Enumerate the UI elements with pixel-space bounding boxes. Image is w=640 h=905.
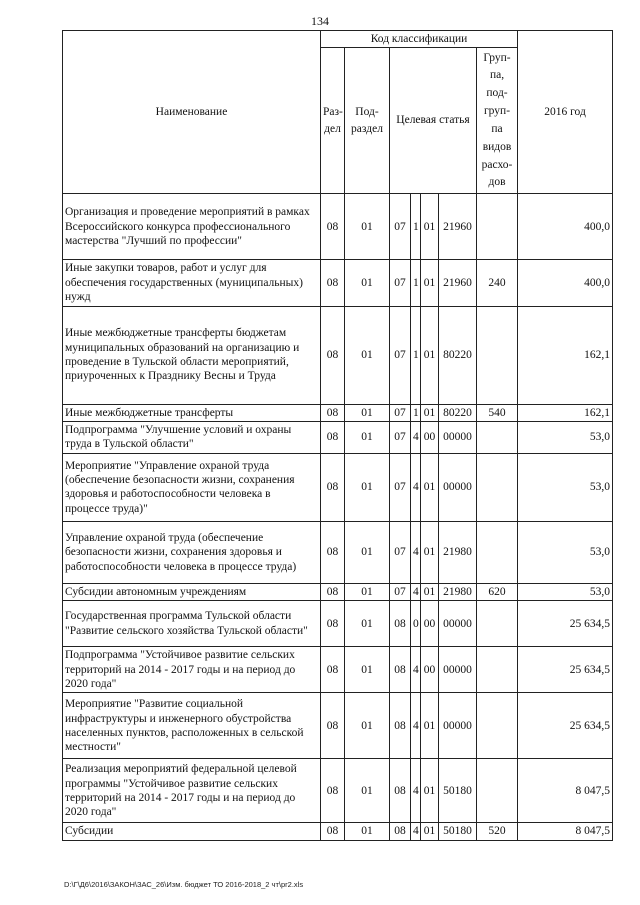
table-row (63, 583, 613, 600)
cell-target-subprogram: 4 (411, 583, 421, 600)
cell-group: 240 (477, 260, 518, 306)
cell-razdel: 08 (321, 601, 345, 647)
row-name: Организация и проведение мероприятий в рамках Всероссийского конкурса профессионального мастерства "Лучший по профессии" (63, 194, 321, 260)
cell-razdel: 08 (321, 194, 345, 260)
cell-target-program: 08 (390, 693, 411, 759)
row-name: Государственная программа Тульской области "Развитие сельского хозяйства Тульской области" (63, 601, 321, 647)
cell-target-program: 07 (390, 194, 411, 260)
cell-group (477, 647, 518, 693)
cell-amount: 53,0 (518, 583, 613, 600)
cell-target-measure: 01 (421, 404, 439, 421)
cell-podrazdel: 01 (345, 194, 390, 260)
cell-target-subprogram: 4 (411, 453, 421, 521)
row-name: Субсидии (63, 823, 321, 840)
page-number: 134 (311, 14, 329, 28)
cell-target-direction: 00000 (439, 453, 477, 521)
table-row (63, 453, 613, 521)
cell-target-subprogram: 1 (411, 194, 421, 260)
cell-target-program: 07 (390, 404, 411, 421)
cell-target-subprogram: 1 (411, 260, 421, 306)
cell-group (477, 601, 518, 647)
cell-target-subprogram: 4 (411, 693, 421, 759)
table-row (63, 260, 613, 306)
cell-razdel: 08 (321, 453, 345, 521)
row-name: Мероприятие "Развитие социальной инфраструктуры и инженерного обустройства населенных пунктов, расположенных в сельской местности" (63, 693, 321, 759)
header-podrazdel: Под- раздел (345, 48, 390, 194)
cell-target-program: 08 (390, 601, 411, 647)
cell-group (477, 521, 518, 583)
cell-podrazdel: 01 (345, 601, 390, 647)
cell-razdel: 08 (321, 404, 345, 421)
table-row (63, 647, 613, 693)
table-row (63, 601, 613, 647)
cell-podrazdel: 01 (345, 260, 390, 306)
file-path-footer: D:\Г\Д6\2016\ЗАКОН\ЗАС_26\Изм. бюджет ТО 2016-2018_2 чт\pr2.xls (64, 880, 304, 889)
cell-target-subprogram: 4 (411, 421, 421, 453)
cell-razdel: 08 (321, 421, 345, 453)
cell-target-subprogram: 4 (411, 823, 421, 840)
header-year: 2016 год (518, 31, 613, 194)
cell-razdel: 08 (321, 823, 345, 840)
cell-group: 620 (477, 583, 518, 600)
cell-target-direction: 21980 (439, 521, 477, 583)
cell-target-direction: 50180 (439, 823, 477, 840)
cell-razdel: 08 (321, 306, 345, 404)
cell-group (477, 306, 518, 404)
cell-podrazdel: 01 (345, 647, 390, 693)
cell-target-measure: 01 (421, 693, 439, 759)
table-body (63, 194, 613, 840)
cell-target-direction: 21960 (439, 260, 477, 306)
cell-target-program: 07 (390, 583, 411, 600)
cell-podrazdel: 01 (345, 693, 390, 759)
cell-target-measure: 01 (421, 759, 439, 823)
cell-target-direction: 00000 (439, 693, 477, 759)
cell-target-program: 08 (390, 647, 411, 693)
cell-target-measure: 00 (421, 647, 439, 693)
cell-target-program: 07 (390, 453, 411, 521)
cell-amount: 8 047,5 (518, 759, 613, 823)
cell-target-measure: 00 (421, 421, 439, 453)
cell-group: 540 (477, 404, 518, 421)
header-target: Целевая статья (390, 48, 477, 194)
row-name: Мероприятие "Управление охраной труда (обеспечение безопасности жизни, сохранения здоровья и работоспособности человека в процессе труда)" (63, 453, 321, 521)
table-row (63, 693, 613, 759)
cell-target-subprogram: 0 (411, 601, 421, 647)
cell-target-direction: 50180 (439, 759, 477, 823)
cell-target-direction: 00000 (439, 421, 477, 453)
cell-target-measure: 01 (421, 823, 439, 840)
table-row (63, 194, 613, 260)
cell-target-program: 07 (390, 260, 411, 306)
table-row (63, 823, 613, 840)
cell-razdel: 08 (321, 647, 345, 693)
cell-target-measure: 01 (421, 583, 439, 600)
table-row (63, 759, 613, 823)
row-name: Субсидии автономным учреждениям (63, 583, 321, 600)
cell-group (477, 759, 518, 823)
cell-razdel: 08 (321, 759, 345, 823)
cell-target-subprogram: 4 (411, 647, 421, 693)
cell-group (477, 693, 518, 759)
table-row (63, 521, 613, 583)
cell-amount: 53,0 (518, 453, 613, 521)
header-group: Груп- па, под- груп- па видов расхо- дов (477, 48, 518, 194)
cell-amount: 25 634,5 (518, 693, 613, 759)
cell-amount: 25 634,5 (518, 601, 613, 647)
cell-target-measure: 00 (421, 601, 439, 647)
cell-target-subprogram: 1 (411, 404, 421, 421)
cell-target-measure: 01 (421, 306, 439, 404)
cell-target-program: 07 (390, 306, 411, 404)
cell-target-subprogram: 1 (411, 306, 421, 404)
cell-group: 520 (477, 823, 518, 840)
row-name: Подпрограмма "Улучшение условий и охраны труда в Тульской области" (63, 421, 321, 453)
cell-amount: 400,0 (518, 260, 613, 306)
table-row (63, 404, 613, 421)
cell-razdel: 08 (321, 521, 345, 583)
cell-razdel: 08 (321, 583, 345, 600)
cell-target-direction: 21960 (439, 194, 477, 260)
cell-target-program: 07 (390, 521, 411, 583)
cell-amount: 400,0 (518, 194, 613, 260)
cell-target-measure: 01 (421, 453, 439, 521)
cell-podrazdel: 01 (345, 759, 390, 823)
cell-podrazdel: 01 (345, 583, 390, 600)
table-row (63, 421, 613, 453)
cell-target-measure: 01 (421, 260, 439, 306)
cell-razdel: 08 (321, 260, 345, 306)
cell-target-direction: 80220 (439, 404, 477, 421)
cell-amount: 162,1 (518, 306, 613, 404)
cell-amount: 53,0 (518, 521, 613, 583)
header-razdel: Раз- дел (321, 48, 345, 194)
cell-amount: 53,0 (518, 421, 613, 453)
row-name: Иные межбюджетные трансферты бюджетам муниципальных образований на организацию и проведение в Тульской области мероприятий, приуроченных к Празднику Весны и Труда (63, 306, 321, 404)
row-name: Реализация мероприятий федеральной целевой программы "Устойчивое развитие сельских территорий на 2014 - 2017 годы и на период до 2020 года" (63, 759, 321, 823)
cell-group (477, 453, 518, 521)
cell-amount: 25 634,5 (518, 647, 613, 693)
cell-target-program: 08 (390, 759, 411, 823)
row-name: Управление охраной труда (обеспечение безопасности жизни, сохранения здоровья и работоспособности человека в процессе труда) (63, 521, 321, 583)
cell-target-direction: 00000 (439, 647, 477, 693)
table-header (63, 31, 613, 194)
cell-group (477, 421, 518, 453)
row-name: Иные закупки товаров, работ и услуг для обеспечения государственных (муниципальных) нужд (63, 260, 321, 306)
cell-target-program: 08 (390, 823, 411, 840)
cell-group (477, 194, 518, 260)
table-row (63, 306, 613, 404)
cell-target-direction: 80220 (439, 306, 477, 404)
budget-table (62, 30, 613, 841)
cell-target-direction: 00000 (439, 601, 477, 647)
header-code: Код классификации (321, 31, 518, 48)
header-name: Наименование (63, 31, 321, 194)
cell-target-subprogram: 4 (411, 521, 421, 583)
cell-target-measure: 01 (421, 521, 439, 583)
cell-podrazdel: 01 (345, 453, 390, 521)
row-name: Подпрограмма "Устойчивое развитие сельских территорий на 2014 - 2017 годы и на период до 2020 года" (63, 647, 321, 693)
cell-target-measure: 01 (421, 194, 439, 260)
cell-target-program: 07 (390, 421, 411, 453)
cell-podrazdel: 01 (345, 823, 390, 840)
cell-podrazdel: 01 (345, 306, 390, 404)
cell-podrazdel: 01 (345, 521, 390, 583)
cell-amount: 162,1 (518, 404, 613, 421)
cell-podrazdel: 01 (345, 421, 390, 453)
row-name: Иные межбюджетные трансферты (63, 404, 321, 421)
cell-podrazdel: 01 (345, 404, 390, 421)
cell-target-direction: 21980 (439, 583, 477, 600)
cell-razdel: 08 (321, 693, 345, 759)
cell-target-subprogram: 4 (411, 759, 421, 823)
cell-amount: 8 047,5 (518, 823, 613, 840)
